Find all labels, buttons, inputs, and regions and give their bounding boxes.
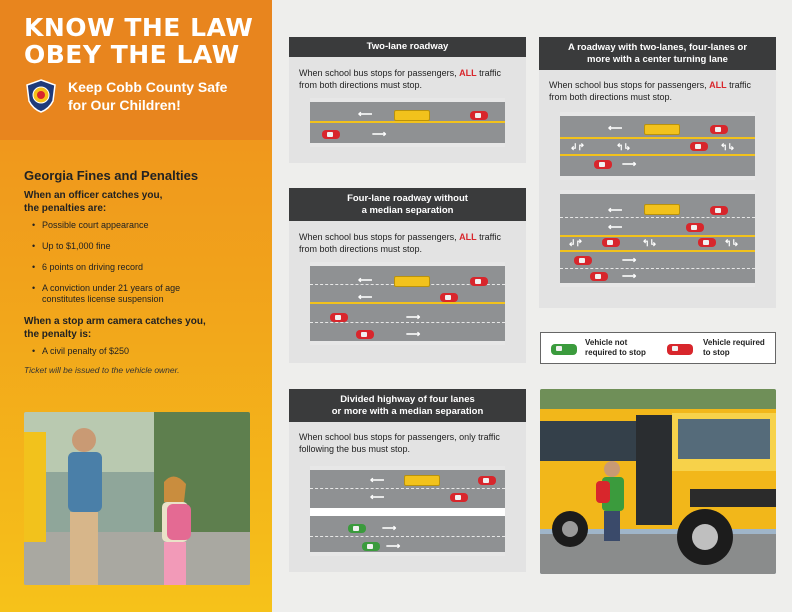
text-part: When school bus stops for passengers, only traffic bbox=[299, 432, 500, 442]
arrow-left-icon: ⟵ bbox=[608, 222, 623, 233]
camera-lead-2: the penalty is: bbox=[24, 329, 92, 340]
tagline-line-2: for Our Children! bbox=[68, 97, 181, 113]
legend-line: to stop bbox=[703, 348, 730, 357]
divided-road-diagram bbox=[310, 466, 505, 556]
text-part: following the bus must stop. bbox=[299, 443, 411, 454]
red-car-icon bbox=[574, 256, 592, 265]
red-car-icon bbox=[594, 160, 612, 169]
school-bus-icon bbox=[644, 204, 680, 215]
two-lane-road-diagram bbox=[310, 98, 505, 147]
tagline-line-1: Keep Cobb County Safe bbox=[68, 79, 228, 95]
red-car-icon bbox=[710, 125, 728, 134]
officer-lead bbox=[24, 189, 254, 215]
red-car-icon bbox=[602, 238, 620, 247]
arrow-left-icon: ⟵ bbox=[358, 109, 373, 120]
officer-lead-1: When an officer catches you, bbox=[24, 190, 163, 201]
turn-arrow-icon: ↲↱ bbox=[568, 238, 584, 248]
legend-required bbox=[703, 338, 765, 358]
turn-arrow-icon: ↰↳ bbox=[616, 142, 632, 152]
arrow-right-icon: ⟶ bbox=[372, 129, 387, 140]
four-lane-road-diagram bbox=[310, 262, 505, 345]
header-banner bbox=[0, 0, 272, 140]
red-car-icon bbox=[667, 344, 693, 355]
page-title bbox=[24, 14, 253, 68]
red-car-icon bbox=[686, 223, 704, 232]
title-line: a median separation bbox=[361, 204, 454, 216]
school-bus-photo bbox=[540, 389, 776, 574]
turn-arrow-icon: ↰↳ bbox=[720, 142, 736, 152]
red-car-icon bbox=[698, 238, 716, 247]
red-car-icon bbox=[322, 130, 340, 139]
legend-line: required to stop bbox=[585, 348, 646, 357]
title-line: or more with a median separation bbox=[331, 405, 484, 417]
divided-title bbox=[289, 389, 526, 422]
title-line: Divided highway of four lanes bbox=[340, 393, 475, 405]
title-line: A roadway with two-lanes, four-lanes or bbox=[567, 41, 748, 53]
red-car-icon bbox=[470, 277, 488, 286]
arrow-right-icon: ⟶ bbox=[382, 523, 397, 534]
text-part: from both directions must stop. bbox=[549, 91, 673, 102]
red-car-icon bbox=[710, 206, 728, 215]
arrow-right-icon: ⟶ bbox=[622, 255, 637, 266]
turning-lane-road-diagram-1 bbox=[560, 112, 755, 180]
text-part: from both directions must stop. bbox=[299, 79, 423, 90]
list-item: • A civil penalty of $250 bbox=[32, 346, 254, 357]
red-car-icon bbox=[450, 493, 468, 502]
tagline bbox=[68, 78, 227, 114]
arrow-left-icon: ⟵ bbox=[358, 292, 373, 303]
arrow-left-icon: ⟵ bbox=[370, 492, 385, 503]
title-line: Four-lane roadway without bbox=[347, 192, 468, 204]
parent-child-photo bbox=[24, 412, 250, 585]
camera-lead bbox=[24, 315, 254, 341]
text-part: When school bus stops for passengers, bbox=[299, 232, 457, 242]
fines-heading: Georgia Fines and Penalties bbox=[24, 168, 199, 183]
list-item: • Possible court appearance bbox=[32, 220, 254, 231]
red-car-icon bbox=[470, 111, 488, 120]
turn-arrow-icon: ↲↱ bbox=[570, 142, 586, 152]
title-line: more with a center turning lane bbox=[587, 53, 728, 65]
legend-line: Vehicle required bbox=[703, 338, 765, 347]
ticket-note: Ticket will be issued to the vehicle owner. bbox=[24, 365, 180, 375]
two-lane-title: Two-lane roadway bbox=[289, 37, 526, 57]
arrow-left-icon: ⟵ bbox=[608, 205, 623, 216]
officer-lead-2: the penalties are: bbox=[24, 203, 107, 214]
list-item: • Up to $1,000 fine bbox=[32, 241, 254, 252]
camera-lead-1: When a stop arm camera catches you, bbox=[24, 316, 206, 327]
text-part: traffic bbox=[479, 232, 501, 242]
text-part: When school bus stops for passengers, bbox=[549, 80, 707, 90]
fines-section bbox=[24, 168, 254, 375]
turning-lane-text bbox=[549, 80, 771, 103]
arrow-right-icon: ⟶ bbox=[386, 541, 401, 552]
arrow-left-icon: ⟵ bbox=[358, 275, 373, 286]
arrow-left-icon: ⟵ bbox=[608, 123, 623, 134]
red-car-icon bbox=[440, 293, 458, 302]
arrow-right-icon: ⟶ bbox=[622, 271, 637, 282]
left-column bbox=[0, 0, 272, 612]
turning-lane-road-diagram-2 bbox=[560, 190, 755, 287]
turning-lane-title bbox=[539, 37, 776, 70]
red-car-icon bbox=[590, 272, 608, 281]
list-item-line-1: A conviction under 21 years of age bbox=[42, 283, 181, 293]
title-line-2: OBEY THE LAW bbox=[24, 40, 240, 69]
arrow-right-icon: ⟶ bbox=[622, 159, 637, 170]
school-bus-icon bbox=[394, 276, 430, 287]
red-car-icon bbox=[690, 142, 708, 151]
list-item bbox=[32, 283, 254, 305]
school-bus-icon bbox=[644, 124, 680, 135]
officer-penalty-list bbox=[32, 220, 254, 305]
red-car-icon bbox=[356, 330, 374, 339]
two-lane-text bbox=[299, 68, 521, 91]
list-item: • 6 points on driving record bbox=[32, 262, 254, 273]
text-part: from both directions must stop. bbox=[299, 243, 423, 254]
red-car-icon bbox=[330, 313, 348, 322]
text-part: traffic bbox=[479, 68, 501, 78]
title-line-1: KNOW THE LAW bbox=[24, 13, 254, 42]
arrow-left-icon: ⟵ bbox=[370, 475, 385, 486]
turn-arrow-icon: ↰↳ bbox=[724, 238, 740, 248]
text-part: When school bus stops for passengers, bbox=[299, 68, 457, 78]
school-bus-icon bbox=[394, 110, 430, 121]
police-badge-icon bbox=[24, 79, 58, 113]
arrow-right-icon: ⟶ bbox=[406, 312, 421, 323]
all-emphasis: ALL bbox=[459, 232, 477, 242]
four-lane-text bbox=[299, 232, 521, 255]
green-car-icon bbox=[362, 542, 380, 551]
all-emphasis: ALL bbox=[459, 68, 477, 78]
all-emphasis: ALL bbox=[709, 80, 727, 90]
vehicle-legend bbox=[540, 332, 776, 364]
four-lane-title bbox=[289, 188, 526, 221]
turn-arrow-icon: ↰↳ bbox=[642, 238, 658, 248]
green-car-icon bbox=[551, 344, 577, 355]
divided-text bbox=[299, 432, 521, 455]
legend-not-required bbox=[585, 338, 646, 358]
green-car-icon bbox=[348, 524, 366, 533]
legend-line: Vehicle not bbox=[585, 338, 628, 347]
camera-penalty-list bbox=[32, 346, 254, 357]
school-bus-icon bbox=[404, 475, 440, 486]
list-item-line-2: constitutes license suspension bbox=[42, 294, 164, 304]
text-part: traffic bbox=[729, 80, 751, 90]
red-car-icon bbox=[478, 476, 496, 485]
arrow-right-icon: ⟶ bbox=[406, 329, 421, 340]
